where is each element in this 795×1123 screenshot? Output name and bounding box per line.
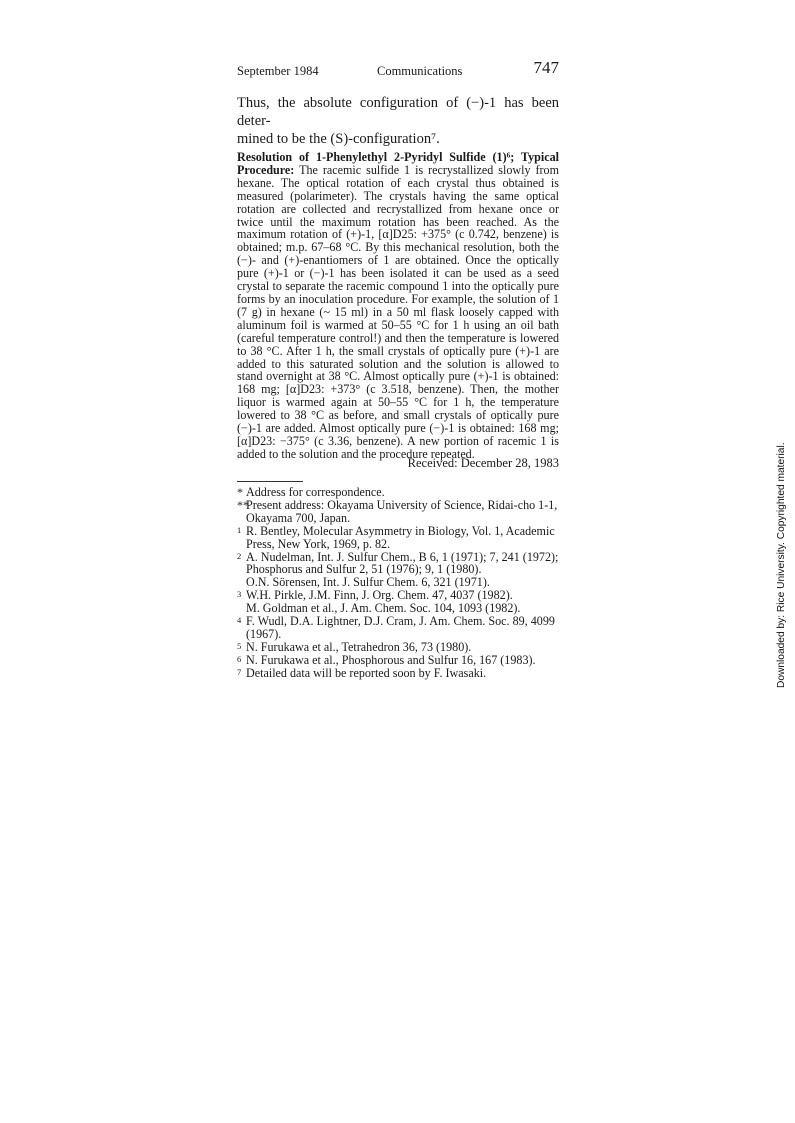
footnote-line: Press, New York, 1969, p. 82. [246,536,391,551]
footnote [237,525,559,551]
footnote-mark: ** [237,497,249,512]
footnote [237,551,559,590]
footnote-line: M. Goldman et al., J. Am. Chem. Soc. 104, 1093 (1982). [246,601,521,616]
footnote [237,667,559,680]
footnote [237,486,559,499]
footnote-mark: 1 [237,524,242,535]
footnote-line: Okayama 700, Japan. [246,510,351,525]
footnote-mark: * [237,485,243,499]
procedure-paragraph [237,151,559,461]
header-section: Communications [377,64,463,78]
footnote [237,654,559,667]
download-notice: Downloaded by: Rice University. Copyrighted material. [776,442,787,688]
footnote-line: W.H. Pirkle, J.M. Finn, J. Org. Chem. 47, 4037 (1982). [246,588,513,603]
footnote-line: (1967). [246,626,282,641]
footnote-line: O.N. Sörensen, Int. J. Sulfur Chem. 6, 321 (1971). [246,575,490,590]
footnote-line: N. Furukawa et al., Phosphorous and Sulfur 16, 167 (1983). [246,652,536,667]
footnote [237,499,559,525]
lead-paragraph [237,94,559,148]
footnote-line: N. Furukawa et al., Tetrahedron 36, 73 (1980). [246,639,472,654]
procedure-title: Resolution of 1-Phenylethyl 2-Pyridyl Sulfide (1)⁶; Typical Procedure: [237,150,559,177]
footnote-line: Address for correspondence. [246,485,385,499]
footnote-line: Present address: Okayama University of Science, Ridai-cho 1-1, [246,497,558,512]
footnote-line: R. Bentley, Molecular Asymmetry in Biology, Vol. 1, Academic [246,523,555,538]
footnote [237,615,559,641]
procedure-body: The racemic sulfide 1 is recrystallized slowly from hexane. The optical rotation of each crystal thus obtained is measured (polarimeter). The crystals having the same optical rotation are collected and recrystallized from hexane once or twice until the maximum rotation has been reached. As the maximum rotation of (+)-1, [α]D25: +375° (c 0.742, benzene) is obtained; m.p. 67–68 °C. By this mechanical resolution, both the (−)- and (+)-enantiomers of 1 are obtained. Once the optically pure (+)-1 or (−)-1 has been isolated it can be used as a seed crystal to separate the racemic compound 1 into the optically pure forms by an inoculation procedure. For example, the solution of 1 (7 g) in hexane (~ 15 ml) in a 50 ml flask loosely capped with aluminum foil is warmed at 50–55 °C for 1 h using an oil bath (careful temperature control!) and then the temperature is lowered to 38 °C. After 1 h, the small crystals of optically pure (+)-1 are added to this saturated solution and the solution is allowed to stand overnight at 38 °C. Almost optically pure (+)-1 is obtained: 168 mg; [α]D23: +373° (c 3.518, benzene). Then, the mother liquor is warmed again at 50–55 °C for 1 h, the temperature lowered to 38 °C as before, and small crystals of optically pure (−)-1 are added. Almost optically pure (−)-1 is obtained: 168 mg; [α]D23: −375° (c 3.36, benzene). A new portion of racemic 1 is added to the solution and the procedure repeated. [237,162,560,461]
footnote-mark: 5 [237,640,242,651]
footnote-line: A. Nudelman, Int. J. Sulfur Chem., B 6, 1 (1971); 7, 241 (1972); [246,549,559,564]
footnote-mark: 4 [237,615,242,626]
lead-line-2: mined to be the (S)-configuration⁷. [237,131,440,147]
footnote-line: Detailed data will be reported soon by F. Iwasaki. [246,665,487,680]
page-number: 747 [533,58,559,77]
footnote-mark: 3 [237,589,242,600]
footnote-line: F. Wudl, D.A. Lightner, D.J. Cram, J. Am. Chem. Soc. 89, 4099 [246,614,555,629]
lead-line-1: Thus, the absolute configuration of (−)-1 has been deter- [237,95,559,129]
footnotes [237,486,559,680]
footnote-mark: 6 [237,653,242,664]
running-header [237,58,559,80]
footnote-mark: 7 [237,666,242,677]
footnote-line: Phosphorus and Sulfur 2, 51 (1976); 9, 1 (1980). [246,562,482,577]
received-date: Received: December 28, 1983 [407,456,559,470]
footnote [237,589,559,615]
footnote-divider [237,481,303,482]
footnote [237,641,559,654]
footnote-mark: 2 [237,550,242,561]
header-date: September 1984 [237,64,319,78]
